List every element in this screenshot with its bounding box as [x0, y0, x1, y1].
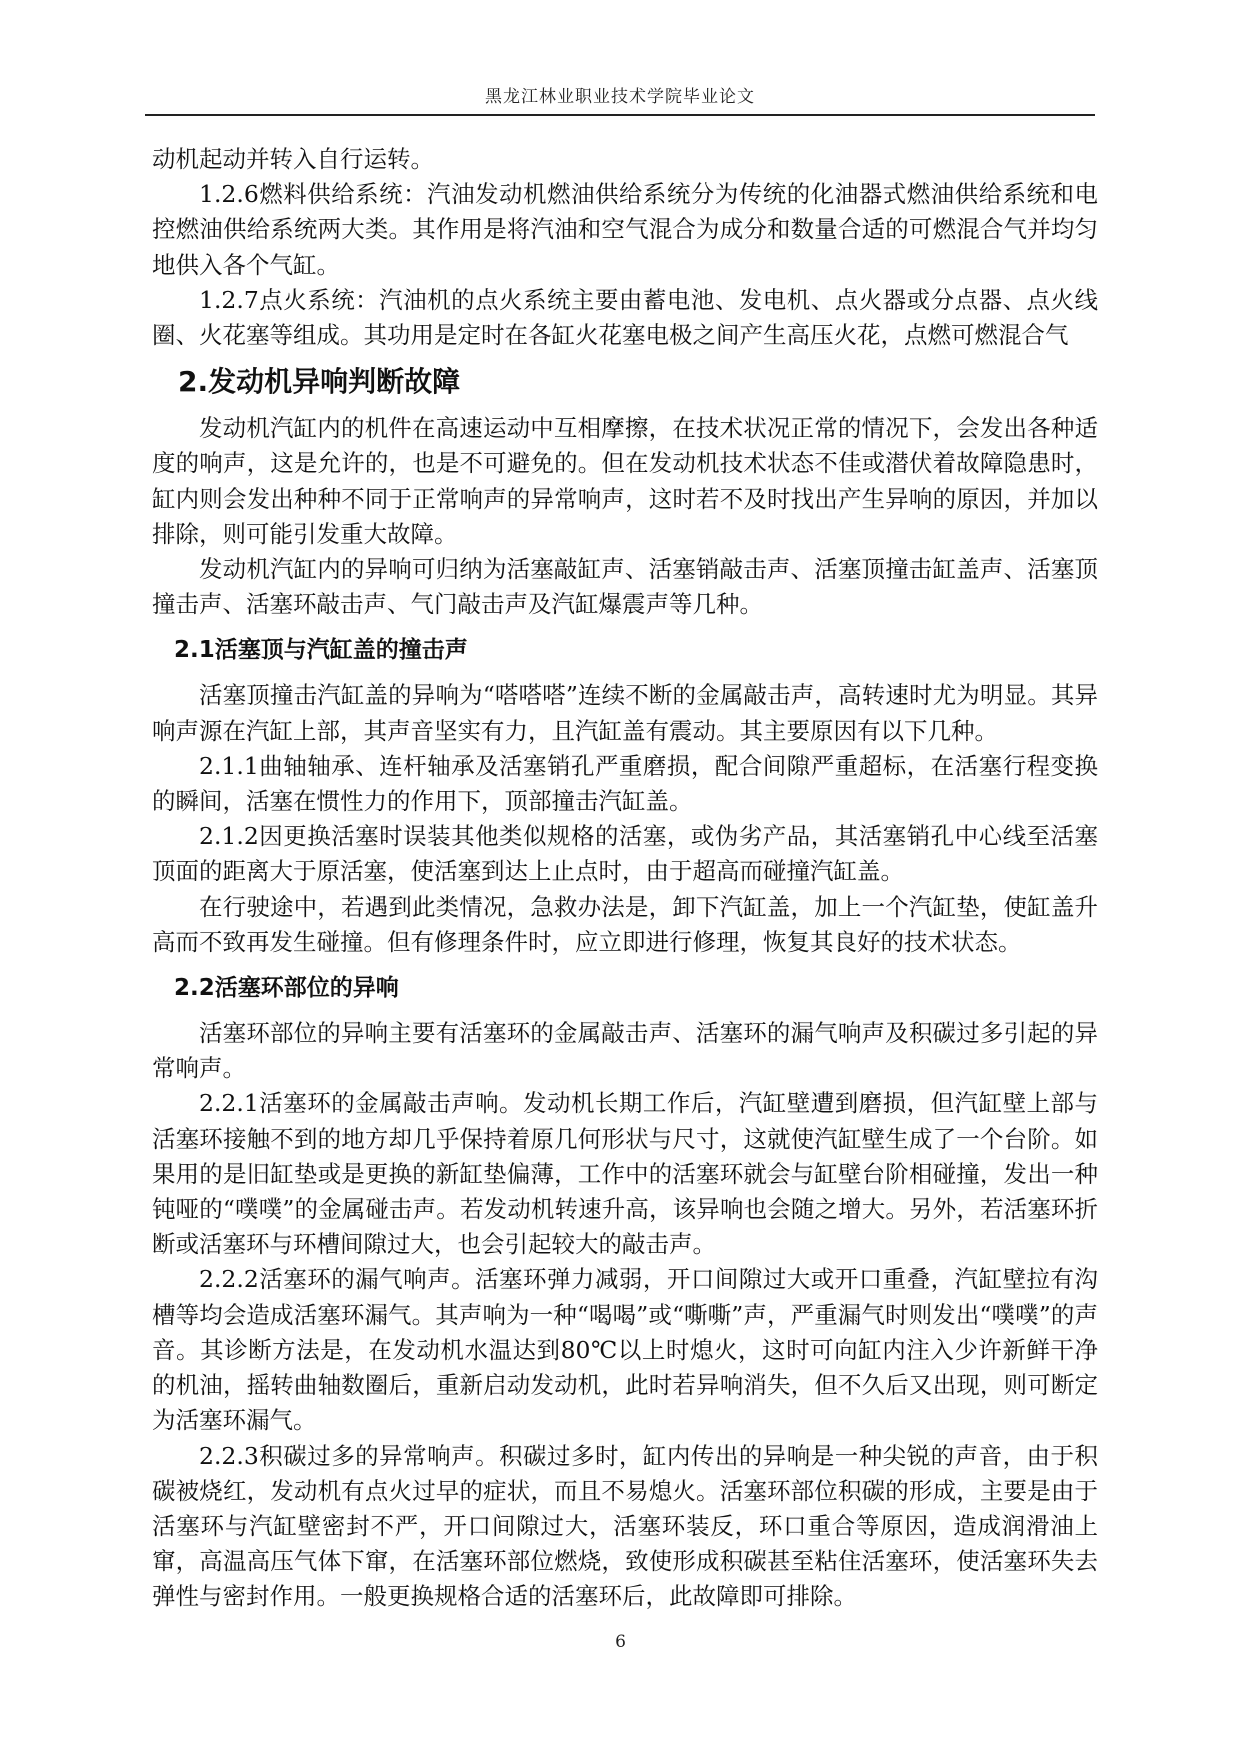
paragraph-2-2-1: 2.2.1活塞环的金属敲击声响。发动机长期工作后，汽缸壁遭到磨损，但汽缸壁上部与活塞环接触不到的地方却几乎保持着原几何形状与尺寸，这就使汽缸壁生成了一个台阶。如果用的是旧缸垫或是更换的新缸垫偏薄，工作中的活塞环就会与缸壁台阶相碰撞，发出一种钝哑的“噗噗”的金属碰击声。若发动机转速升高，该异响也会随之增大。另外，若活塞环折断或活塞环与环槽间隙过大，也会引起较大的敲击声。 [152, 1089, 1098, 1259]
paragraph-1-2-7: 1.2.7点火系统：汽油机的点火系统主要由蓄电池、发电机、点火器或分点器、点火线圈、火花塞等组成。其功用是定时在各缸火花塞电极之间产生高压火花，点燃可燃混合气 [152, 285, 1098, 350]
paragraph-2-1-remedy: 在行驶途中，若遇到此类情况，急救办法是，卸下汽缸盖，加上一个汽缸垫，使缸盖升高而不致再发生碰撞。但有修理条件时，应立即进行修理，恢复其良好的技术状态。 [152, 892, 1098, 956]
paragraph-2-1-1: 2.1.1曲轴轴承、连杆轴承及活塞销孔严重磨损，配合间隙严重超标，在活塞行程变换的瞬间，活塞在惯性力的作用下，顶部撞击汽缸盖。 [152, 751, 1098, 816]
paragraph-2-2-2: 2.2.2活塞环的漏气响声。活塞环弹力减弱，开口间隙过大或开口重叠，汽缸壁拉有沟槽等均会造成活塞环漏气。其声响为一种“喝喝”或“嘶嘶”声，严重漏气时则发出“噗噗”的声音。其诊断方法是，在发动机水温达到80℃以上时熄火，这时可向缸内注入少许新鲜干净的机油，摇转曲轴数圈后，重新启动发动机，此时若异响消失，但不久后又出现，则可断定为活塞环漏气。 [152, 1265, 1098, 1435]
body-text [152, 142, 1098, 1615]
subsection-heading-2-2: 2.2活塞环部位的异响 [174, 975, 399, 1002]
section-heading-2: 2.发动机异响判断故障 [178, 365, 461, 399]
paragraph-continuation: 动机起动并转入自行运转。 [152, 145, 434, 173]
paragraph-2-types: 发动机汽缸内的异响可归纳为活塞敲缸声、活塞销敲击声、活塞顶撞击缸盖声、活塞顶撞击声、活塞环敲击声、气门敲击声及汽缸爆震声等几种。 [152, 555, 1098, 619]
paragraph-2-2-intro: 活塞环部位的异响主要有活塞环的金属敲击声、活塞环的漏气响声及积碳过多引起的异常响声。 [152, 1019, 1098, 1083]
page-number: 6 [615, 1632, 626, 1652]
paragraph-2-2-3: 2.2.3积碳过多的异常响声。积碳过多时，缸内传出的异响是一种尖锐的声音，由于积碳被烧红，发动机有点火过早的症状，而且不易熄火。活塞环部位积碳的形成，主要是由于活塞环与汽缸壁密封不严，开口间隙过大，活塞环装反，环口重合等原因，造成润滑油上窜，高温高压气体下窜，在活塞环部位燃烧，致使形成积碳甚至粘住活塞环，使活塞环失去弹性与密封作用。一般更换规格合适的活塞环后，此故障即可排除。 [152, 1441, 1098, 1611]
subsection-heading-2-1: 2.1活塞顶与汽缸盖的撞击声 [174, 637, 468, 664]
paragraph-2-intro: 发动机汽缸内的机件在高速运动中互相摩擦，在技术状况正常的情况下，会发出各种适度的响声，这是允许的，也是不可避免的。但在发动机技术状态不佳或潜伏着故障隐患时，缸内则会发出种种不同于正常响声的异常响声，这时若不及时找出产生异响的原因，并加以排除，则可能引发重大故障。 [152, 414, 1098, 548]
running-header: 黑龙江林业职业技术学院毕业论文 [485, 87, 755, 107]
paragraph-2-1-2: 2.1.2因更换活塞时误装其他类似规格的活塞，或伪劣产品，其活塞销孔中心线至活塞顶面的距离大于原活塞，使活塞到达上止点时，由于超高而碰撞汽缸盖。 [152, 822, 1098, 886]
paragraph-2-1-intro: 活塞顶撞击汽缸盖的异响为“嗒嗒嗒”连续不断的金属敲击声，高转速时尤为明显。其异响声源在汽缸上部，其声音坚实有力，且汽缸盖有震动。其主要原因有以下几种。 [152, 681, 1098, 745]
header-rule [145, 114, 1095, 116]
paragraph-1-2-6: 1.2.6燃料供给系统：汽油发动机燃油供给系统分为传统的化油器式燃油供给系统和电控燃油供给系统两大类。其作用是将汽油和空气混合为成分和数量合适的可燃混合气并均匀地供入各个气缸。 [152, 180, 1098, 279]
